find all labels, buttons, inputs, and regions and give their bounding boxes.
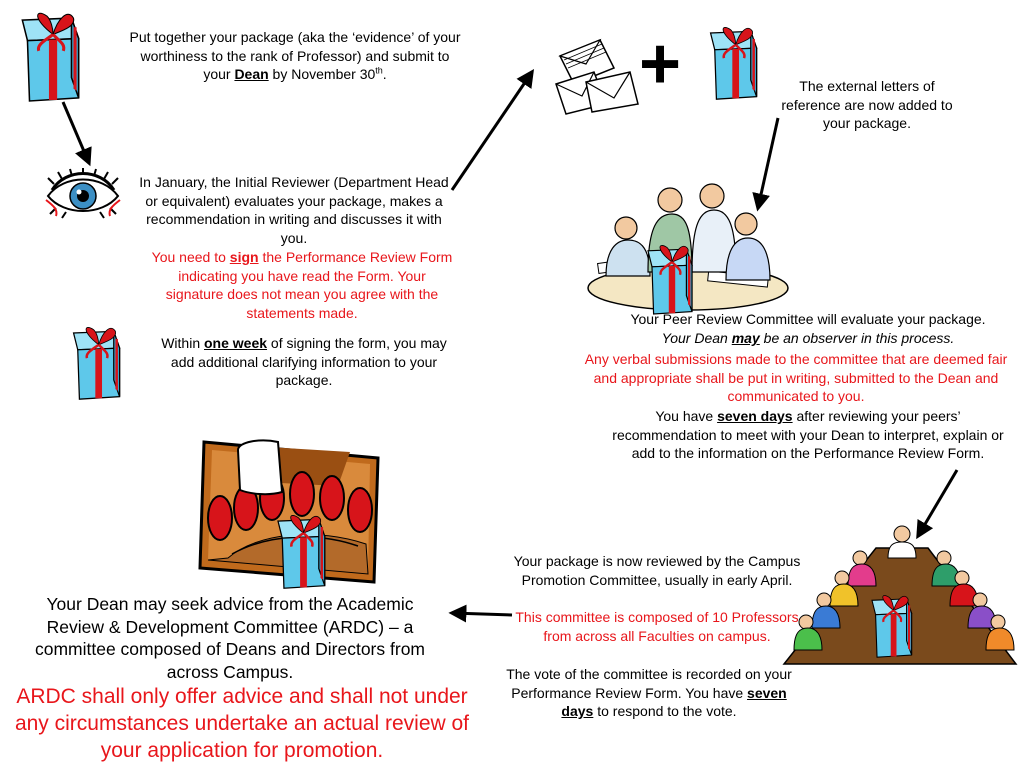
- step1-text: Put together your package (aka the ‘evidence’ of your worthiness to the rank of Professor) and submit to your Dean by November 30th.: [129, 29, 461, 82]
- arrow-step2-to-step4: [452, 72, 532, 190]
- gift-box-icon: [20, 14, 82, 102]
- step7-text: Your Dean may seek advice from the Academic Review & Development Committee (ARDC) – a committee composed of Deans and Directors from across Campus.: [34, 594, 426, 682]
- dean-emphasis: Dean: [234, 66, 269, 82]
- step3-text: Within one week of signing the form, you may add additional clarifying information to your package.: [161, 335, 447, 388]
- step2-text: In January, the Initial Reviewer (Department Head or equivalent) evaluates your package, makes a recommendation in writing and discusses it with you.: [139, 174, 449, 246]
- conference-table-icon: [784, 524, 1020, 672]
- arrow-step6-to-step7: [452, 613, 512, 615]
- step4-text: The external letters of reference are now added to your package.: [781, 78, 953, 131]
- step7-red-text: ARDC shall only offer advice and shall not under any circumstances undertake an actual review of your application for promotion.: [14, 685, 470, 762]
- seven-days-emphasis: seven days: [561, 684, 787, 719]
- step5-seven-days-text: You have seven days after reviewing your peers’ recommendation to meet with your Dean to interpret, explain or add to the information on the Performance Review Form.: [612, 408, 1004, 461]
- envelopes-icon: [552, 38, 640, 114]
- sign-emphasis: sign: [229, 249, 259, 265]
- plus-icon: +: [638, 24, 682, 104]
- step6-red-text: This committee is composed of 10 Professors from across all Faculties on campus.: [515, 609, 799, 644]
- may-emphasis: may: [731, 330, 760, 346]
- step5-line1: Your Peer Review Committee will evaluate your package.: [630, 311, 986, 327]
- meeting-people-icon: [588, 176, 790, 312]
- step6-vote-text: The vote of the committee is recorded on your Performance Review Form. You have seven days to respond to the vote.: [506, 666, 792, 719]
- step2-red-text: You need to sign the Performance Review Form indicating you have read the Form. Your signature does not mean you agree with the statements made.: [151, 249, 453, 321]
- step5-italic: Your Dean may be an observer in this process.: [661, 330, 955, 346]
- seven-days-emphasis: seven days: [717, 408, 793, 424]
- one-week-emphasis: one week: [204, 335, 268, 351]
- gift-box-icon: [68, 328, 126, 400]
- step6-text: Your package is now reviewed by the Campus Promotion Committee, usually in early April.: [513, 553, 801, 588]
- eye-icon: [44, 170, 122, 220]
- boardroom-chairs-icon: [198, 436, 384, 586]
- step5-red-text: Any verbal submissions made to the committee that are deemed fair and appropriate shall be put in writing, submitted to the Dean and communicated to you.: [584, 351, 1008, 404]
- gift-box-icon: [704, 28, 764, 100]
- arrow-step1-to-step2: [63, 102, 89, 163]
